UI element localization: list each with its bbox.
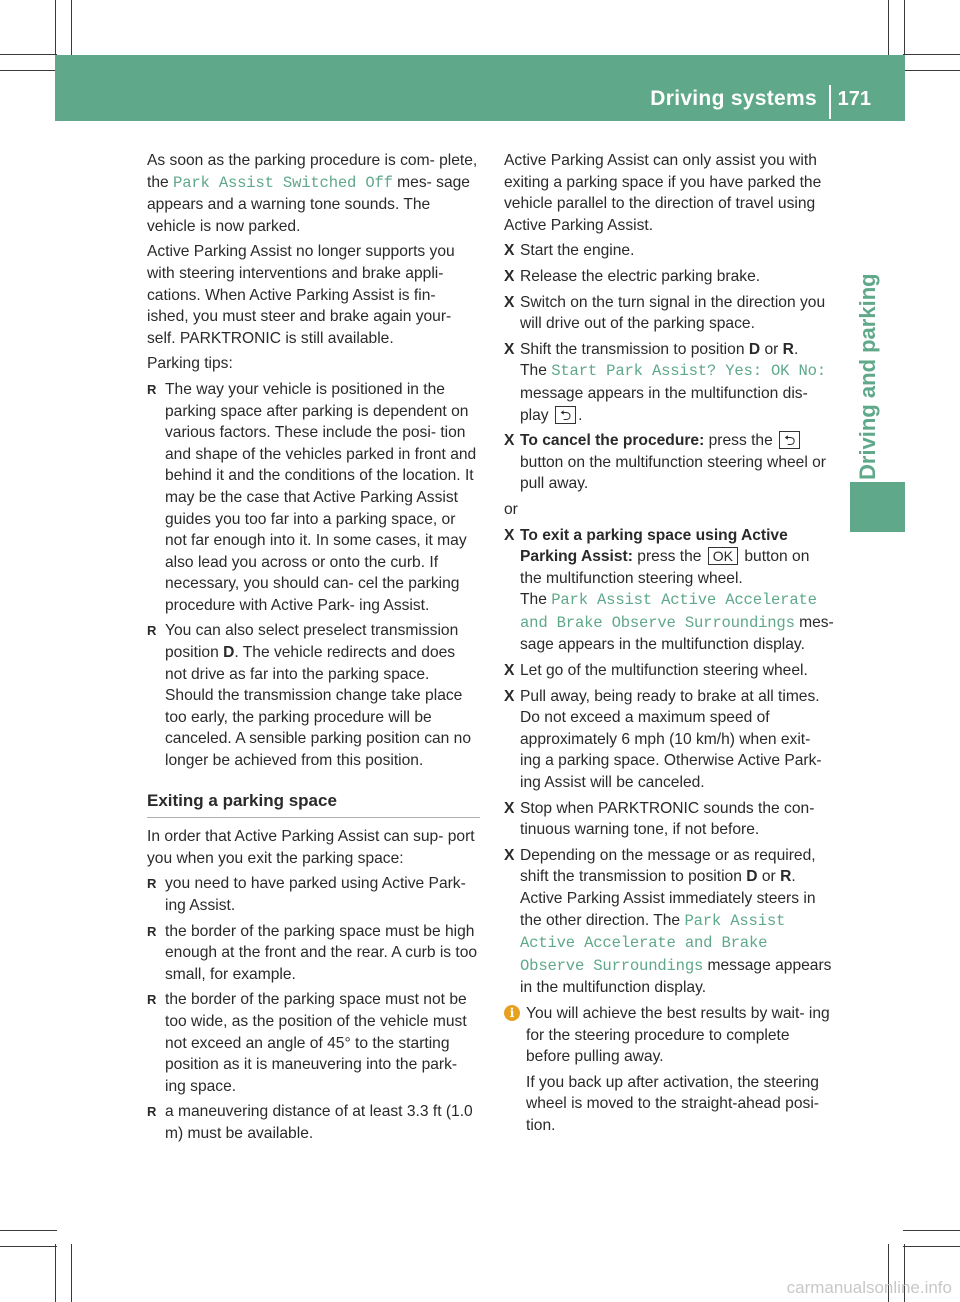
gear-position: R	[780, 868, 792, 886]
text: button on the multifunction steering wheel or pull away.	[520, 453, 826, 493]
right-column	[504, 150, 834, 1141]
step-label: To exit a parking space using Active Parking Assist:	[520, 526, 788, 566]
text: Active Parking Assist immediately steers in the other direction. The	[520, 890, 816, 929]
display-message: Park Assist Switched Off	[173, 173, 393, 192]
crop-mark	[903, 1246, 960, 1247]
ok-key-icon: OK	[708, 547, 738, 565]
text: message appears in the multifunction dis- play	[520, 384, 808, 424]
text: Depending on the message or as required, shift the transmission to position	[520, 846, 816, 886]
text: As soon as the parking procedure is com- plete, the	[147, 152, 478, 191]
text: . The vehicle redirects and does not drive as far into the parking space. Should the transmission change take place too early, the parking procedure will be canceled. A sensible parking position can no longer be achieved from this position.	[165, 644, 472, 770]
list-item: R the border of the parking space must be high enough at the front and the rear. A curb is too small, for example.	[147, 921, 480, 986]
page-number: 171	[837, 88, 871, 110]
step-label: To cancel the procedure:	[520, 432, 705, 450]
crop-mark	[0, 70, 57, 71]
step-item: X Release the electric parking brake.	[504, 266, 834, 288]
text: message appears in the multifunction display.	[520, 956, 832, 997]
text: Shift the transmission to position	[520, 340, 745, 358]
watermark: carmanualsonline.info	[786, 1278, 952, 1297]
text: If you back up after activation, the steering wheel is moved to the straight-ahead posi- tion.	[526, 1073, 819, 1134]
step-item: X Stop when PARKTRONIC sounds the con- tinuous warning tone, if not before.	[504, 798, 834, 841]
gear-position: D	[223, 644, 235, 662]
crop-mark	[71, 1244, 72, 1302]
text: You can also select preselect transmission position	[165, 622, 459, 662]
paragraph	[147, 150, 480, 237]
step-item	[504, 525, 834, 657]
step-item: X Shift the transmission to position D or R. The Start Park Assist? Yes: OK No: message appears in the multifunction dis- play ⮌ .	[504, 339, 834, 426]
crop-mark	[903, 70, 960, 71]
gear-position: D	[748, 340, 761, 358]
list-item: R you need to have parked using Active Park- ing Assist.	[147, 873, 480, 916]
crop-mark	[903, 1230, 960, 1231]
header-divider	[829, 85, 831, 119]
crop-mark	[904, 0, 905, 57]
display-message: Start Park Assist? Yes: OK No:	[551, 362, 826, 381]
paragraph: Parking tips:	[147, 355, 233, 373]
step-item: X Let go of the multifunction steering wheel.	[504, 660, 834, 682]
crop-mark	[0, 54, 57, 55]
section-heading: Exiting a parking space	[147, 790, 480, 819]
list-item: R The way your vehicle is positioned in the parking space after parking is dependent on various factors. These include the posi- tion and shape of the vehicles parked in front and behind it and the conditions of the location. It may be the case that Active Parking Assist guides you too far into a parking space, or not far enough into it. In some cases, it may also lead you across or onto the curb. If necessary, you should can- cel the parking procedure with Active Park- ing Assist.	[147, 379, 480, 617]
text: or	[761, 868, 776, 886]
text: The	[520, 362, 547, 380]
display-message: Park Assist Active Accelerate and Brake Observe Surroundings	[520, 591, 817, 632]
step-item: X Pull away, being ready to brake at all times. Do not exceed a maximum speed of approximately 6 mph (10 km/h) when exit- ing a parking space. Otherwise Active Park- ing Assist will be canceled.	[504, 686, 834, 794]
crop-mark	[55, 1244, 56, 1302]
step-item: X Start the engine.	[504, 240, 834, 262]
crop-mark	[0, 1246, 57, 1247]
gear-position: D	[746, 868, 758, 886]
display-message: Park Assist Active Accelerate and Brake Observe Surroundings	[520, 911, 786, 975]
back-key-icon: ⮌	[555, 406, 576, 424]
text: The	[520, 591, 547, 609]
back-key-icon: ⮌	[779, 431, 800, 449]
page-header	[55, 55, 905, 121]
crop-mark	[903, 54, 960, 55]
text: press the	[637, 548, 702, 566]
crop-mark	[71, 0, 72, 57]
left-column	[147, 150, 480, 1149]
crop-mark	[0, 1230, 57, 1231]
list-item: R a maneuvering distance of at least 3.3 ft (1.0 m) must be available.	[147, 1101, 480, 1144]
step-item: X Switch on the turn signal in the direction you will drive out of the parking space.	[504, 292, 834, 335]
side-tab-marker	[850, 482, 905, 532]
info-note	[504, 1072, 834, 1137]
gear-position: R	[782, 340, 794, 358]
paragraph: Active Parking Assist can only assist you with exiting a parking space if you have parked the vehicle parallel to the direction of travel using Active Parking Assist.	[504, 152, 822, 234]
text: You will achieve the best results by wait- ing for the steering procedure to complete before pulling away.	[526, 1004, 830, 1066]
list-item	[147, 620, 480, 771]
text: press the	[708, 432, 773, 450]
step-item	[504, 430, 834, 495]
info-note	[504, 1003, 834, 1068]
text: mes- sage appears in the multifunction display.	[520, 613, 834, 654]
section-title: Driving systems	[650, 87, 817, 110]
text: button on the multifunction steering wheel.	[520, 548, 810, 587]
list-item: R the border of the parking space must not be too wide, as the position of the vehicle must not exceed an angle of 45° to the starting position as it is maneuvering into the park- ing space.	[147, 989, 480, 1097]
paragraph: In order that Active Parking Assist can sup- port you when you exit the parking space:	[147, 828, 475, 867]
info-icon: i	[504, 1005, 520, 1021]
side-tab-label: Driving and parking	[855, 273, 880, 480]
text: or	[764, 340, 779, 358]
paragraph: or	[504, 500, 518, 518]
crop-mark	[888, 0, 889, 57]
step-item: X Depending on the message or as required, shift the transmission to position D or R. Active Parking Assist immediately steers in the other direction. The Park Assist Active Accelerate and Brake Observe Surroundings message appears in the multifunction display.	[504, 845, 834, 999]
text: mes- sage appears and a warning tone sounds. The vehicle is now parked.	[147, 173, 470, 235]
paragraph: Active Parking Assist no longer supports you with steering interventions and brake appli- cations. When Active Parking Assist is fin- ished, you must steer and brake again your- self. PARKTRONIC is still available.	[147, 243, 455, 347]
crop-mark	[55, 0, 56, 57]
